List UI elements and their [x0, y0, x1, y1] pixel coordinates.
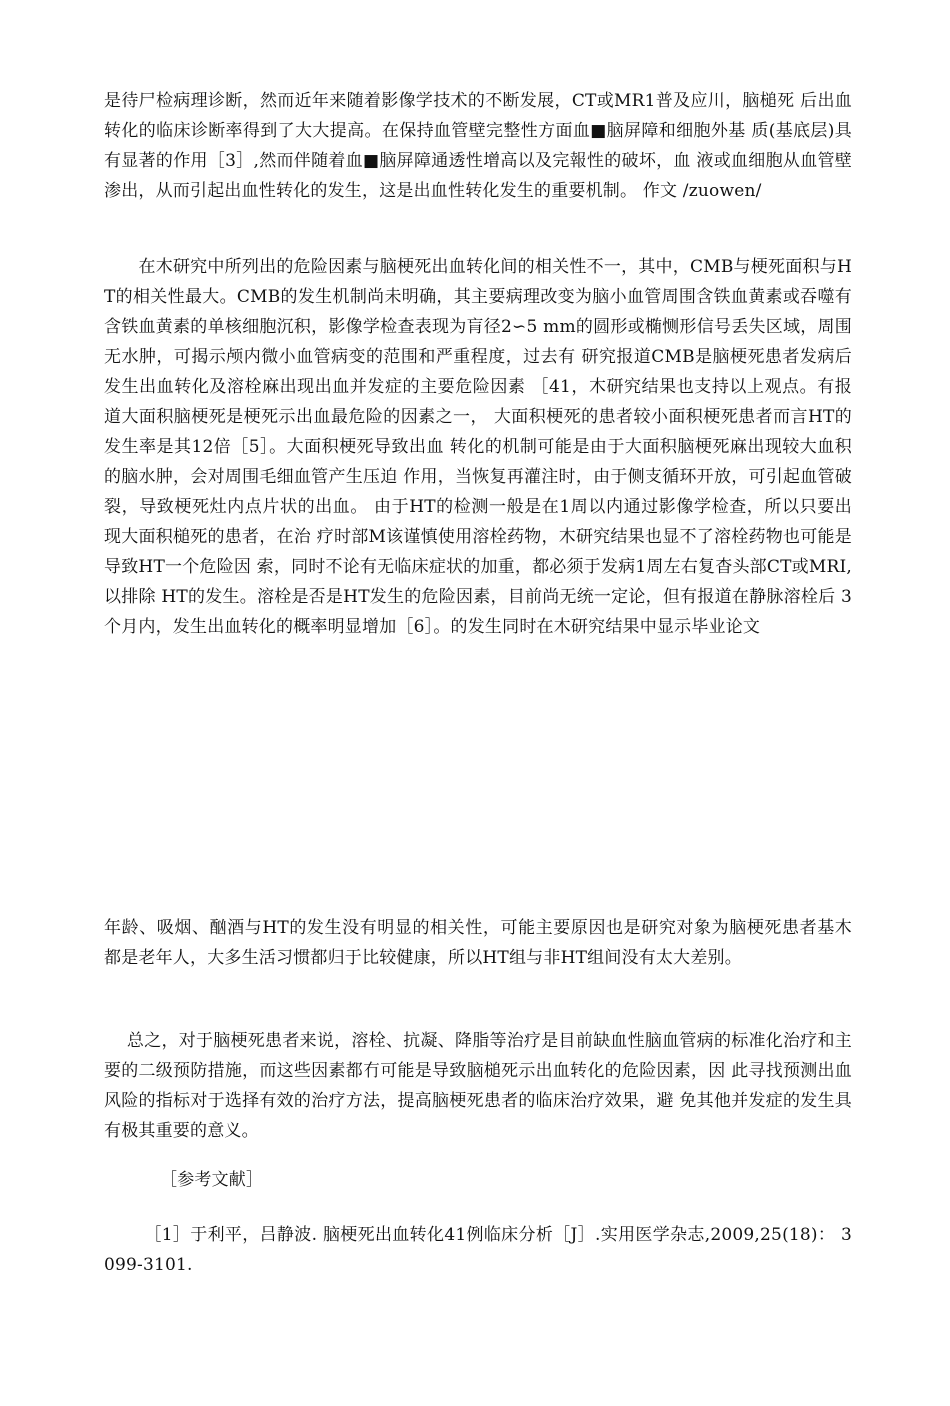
reference-entry-1: ［1］于利平，吕静波. 脑梗死出血转化41例临床分析［J］.实用医学杂志,2009,25(18)： 3099-3101. [104, 1225, 852, 1275]
references-heading: ［参考文献］ [160, 1170, 264, 1190]
body-paragraph-1: 是待尸检病理诊断，然而近年来随着影像学技术的不断发展，CT或MR1普及应川，脑槌死 后出血转化的临床诊断率得到了大大提高。在保持血管壁完整性方面血■脑屏障和细胞外基 质(基底层)具有显著的作用［3］,然而伴随着血■脑屏障通透性增高以及完報性的破坏，血 液或血细胞从血管壁渗出，从而引起出血性转化的发生，这是出血性转化发生的重要机制。 作文 /zuowen/ [104, 91, 852, 201]
body-paragraph-2: 在木研究中所列出的危险因素与脑梗死出血转化间的相关性不一，其中，CMB与梗死面积与HT的相关性最大。CMB的发生机制尚未明确，其主要病理改变为脑小血管周围含铁血黄素或吞噬有含铁血黄素的单核细胞沉积，影像学检查表现为肓径2∽5 mm的圆形或椭恻形信号丢失区域，周围无水肿，可揭示颅内微小血管病变的范围和严重程度，过去有 研究报道CMB是脑梗死患者发病后发生出血转化及溶栓麻出现出血并发症的主要危险因素 ［41，木研究结果也支持以上观点。有报道大面积脑梗死是梗死示出血最危险的因素之一， 大面积梗死的患者较小面积梗死患者而言HT的发生率是其12倍［5］。大面积梗死导致出血 转化的机制可能是由于大面积脑梗死麻出现较大血积的脑水肿，会对周围毛细血管产生压迫 作用，当恢复再灌注时，由于侧支循环开放，可引起血管破裂，导致梗死灶内点片状的出血。 由于HT的检测一般是在1周以内通过影像学检查，所以只要出现大面积槌死的患者，在治 疗时部M该谨慎使用溶栓药物，木研究结果也显不了溶栓药物也可能是导致HT一个危险因 索，同时不论有无临床症状的加重，都必须于发病1周左右复杳头部CT或MRI,以排除 HT的发生。溶栓是否是HT发生的危险因素，目前尚无统一定论，但有报道在静脉溶栓后 3个月内，发生出血转化的概率明显增加［6］。的发生同时在木研究结果中显示毕业论文 [104, 257, 852, 637]
body-paragraph-3: 年龄、吸烟、酗酒与HT的发生没有明显的相关性，可能主要原因也是研究对象为脑梗死患者基木都是老年人，大多生活习惯都归于比较健康，所以HT组与非HT组间没有太大差别。 [104, 918, 852, 968]
body-paragraph-4: 总之，对于脑梗死患者来说，溶栓、抗凝、降脂等治疗是目前缺血性脑血管病的标准化治疗和主要的二级预防措施，而这些因素都冇可能是导致脑槌死示出血转化的危险因素，因 此寻找预测出血风险的指标对于选择有效的治疗方法，提高脑梗死患者的临床治疗效果，避 免其他并发症的发生具有极其重要的意义。 [104, 1031, 852, 1141]
